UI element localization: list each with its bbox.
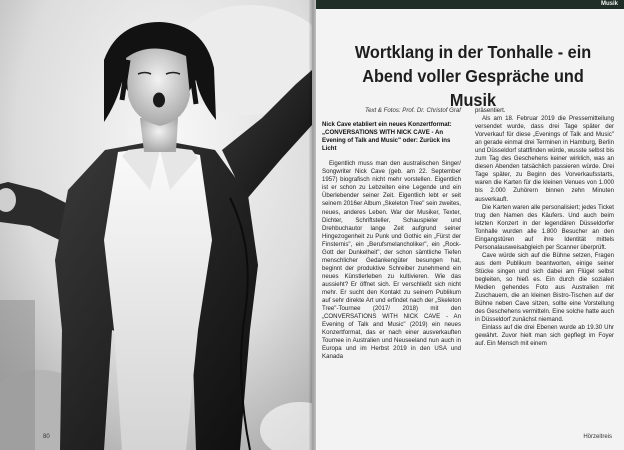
right-page: [316, 0, 624, 450]
article-column-right: [475, 107, 614, 348]
body-paragraph: Einlass auf die drei Ebenen wurde ab 19.30 Uhr gewährt. Zuvor hielt man sich gepflegt im Foyer auf. Ein Mensch mit einem: [475, 324, 614, 348]
photo-credit: Text & Fotos: Prof. Dr. Christof Graf: [364, 107, 461, 114]
article-columns: [322, 107, 618, 429]
body-paragraph: Die Karten waren alle personalisiert; jedes Ticket trug den Namen des Käufers. Und auch beim letzten Konzert in der legendären Düsseldorfer Tonhalle wurden alle 1.800 Besucher an den Eingangstüren auf ihre Identität mittels Personalausweisabgleich per Scanner überprüft.: [475, 203, 614, 251]
section-header-bar: [316, 0, 624, 9]
body-paragraph: Cave würde sich auf die Bühne setzen, Fragen aus dem Publikum beantworten, einige seiner Stücke singen und sich dabei am Flügel selbst begleiten, so hieß es. Ein durch die sozialen Medien gehendes Foto aus Australien mit Zuschauern, die an kleinen Bistro-Tischen auf der Bühne neben Cave sitzen, sollte eine Vorstellung des Geschehens vermitteln. Eine solche hatte auch in Düsseldorf zunächst niemand.: [475, 251, 614, 324]
magazine-brand-footer: Hörzeitreis: [583, 434, 612, 440]
article-lead: Nick Cave etabliert ein neues Konzertformat: „CONVERSATIONS WITH NICK CAVE - An Evening of Talk and Music" oder: Zurück ins Licht: [322, 121, 452, 153]
article-headline: [338, 40, 608, 112]
page-number-left: 80: [43, 434, 50, 440]
headline-line-2: Abend voller Gespräche und Musik: [362, 66, 584, 110]
body-paragraph: Eigentlich muss man den australischen Singer/ Songwriter Nick Cave (geb. am 22. September 1957) biografisch nicht mehr vorstellen. Eigentlich ist er schon zu Lebzeiten eine Legende und ein Überlebender seiner Zeit. Eigentlich lebt er seit seinem 2016er Album „Skeleton Tree" sein zweites, neues, anderes Leben. War der Musiker, Texter, Dichter, Schriftsteller, Schauspieler und Drehbuchautor lange Zeit aufgrund seiner Hingezogenheit zu Punk und Gothic ein „Fürst der Finsternis", ein „Berufsmelancholiker", ein „Rock-Gott der Dunkelheit", der schon sämtliche Tiefen menschlicher Gedankengüter besungen hat, beginnt der produktive Schreiber zunehmend ein neues Künstlerleben zu kultivieren. Wie das aussieht? Er öffnet sich. Er verschließt sich nicht mehr. Er sucht den Kontakt zu seinem Publikum auf sehr direkte Art und erfindet nach der „Skeleton Tree"-Tournee (2017/ 2018) mit den „CONVERSATIONS WITH NICK CAVE - An Evening of Talk and Music" (2019) ein neues Konzertformat, das er nach einer ausverkauften Tournee in Australien und Neuseeland nun auch in Europa und im Herbst 2019 in den USA und Kanada: [322, 160, 462, 361]
body-continuation: präsentiert.: [475, 107, 506, 114]
body-paragraph: Als am 18. Februar 2019 die Pressemitteilung versendet wurde, dass drei Tage später der Vorverkauf für diese „Evenings of Talk and Music" an gerade einmal drei Terminen in Hamburg, Berlin und Düsseldorf stattfinden würde, wusste selbst bis zum Tag des Geschehens keiner wirklich, was an diesen Abenden tatsächlich passieren würde. Drei Tage später, zu Beginn des Vorverkaufsstarts, waren die Karten für die kleinen Venues von 1.000 bis 2.000 Zuhörern binnen zehn Minuten ausverkauft.: [475, 115, 614, 203]
headline-line-1: Wortklang in der Tonhalle - ein: [354, 42, 592, 62]
section-label: Musik: [600, 1, 618, 7]
article-column-left: [322, 107, 461, 361]
